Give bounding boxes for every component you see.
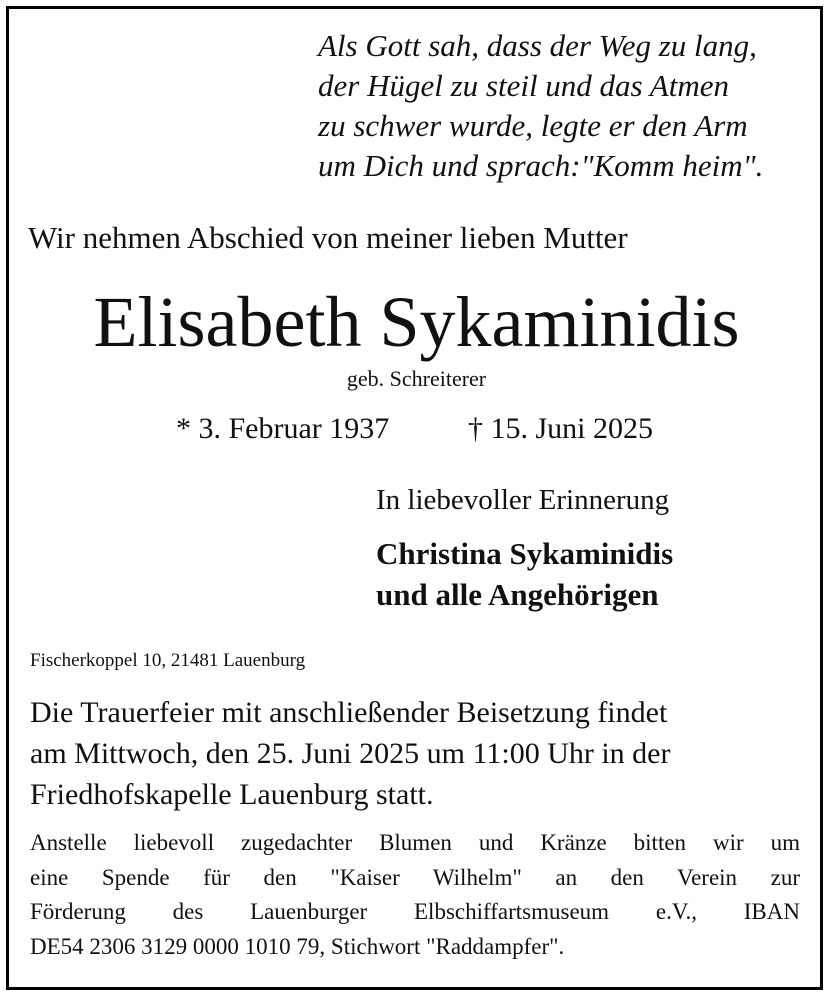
- birth-date: * 3. Februar 1937: [176, 412, 390, 445]
- donation-line: Förderung des Lauenburger Elbschiffartsmuseum e.V., IBAN: [30, 899, 800, 924]
- mourner-line: Christina Sykaminidis: [376, 536, 674, 571]
- deceased-name: Elisabeth Sykaminidis: [93, 282, 740, 362]
- donation-line: Anstelle liebevoll zugedachter Blumen und Kränze bitten wir um: [30, 830, 800, 855]
- service-line: Friedhofskapelle Lauenburg statt.: [30, 778, 434, 811]
- donation-line: eine Spende für den "Kaiser Wilhelm" an den Verein zur: [30, 864, 800, 890]
- death-date: † 15. Juni 2025: [468, 412, 654, 445]
- mourners: [376, 533, 673, 615]
- intro-text: Wir nehmen Abschied von meiner lieben Mutter: [28, 220, 628, 255]
- donation-request: [30, 826, 800, 964]
- birth-name: geb. Schreiterer: [346, 366, 487, 391]
- service-announcement: [30, 692, 805, 815]
- mourner-line: und alle Angehörigen: [376, 577, 659, 612]
- poem: [318, 26, 798, 186]
- poem-line: der Hügel zu steil und das Atmen: [318, 68, 730, 103]
- address: Fischerkoppel 10, 21481 Lauenburg: [30, 650, 306, 671]
- donation-line: DE54 2306 3129 0000 1010 79, Stichwort "Raddampfer".: [30, 933, 565, 959]
- poem-line: zu schwer wurde, legte er den Arm: [318, 108, 748, 143]
- service-line: am Mittwoch, den 25. Juni 2025 um 11:00 Uhr in der: [30, 737, 671, 770]
- service-line: Die Trauerfeier mit anschließender Beisetzung findet: [30, 696, 668, 729]
- poem-line: Als Gott sah, dass der Weg zu lang,: [318, 28, 757, 63]
- poem-line: um Dich und sprach:"Komm heim".: [318, 148, 764, 183]
- remembrance-text: In liebevoller Erinnerung: [376, 484, 670, 516]
